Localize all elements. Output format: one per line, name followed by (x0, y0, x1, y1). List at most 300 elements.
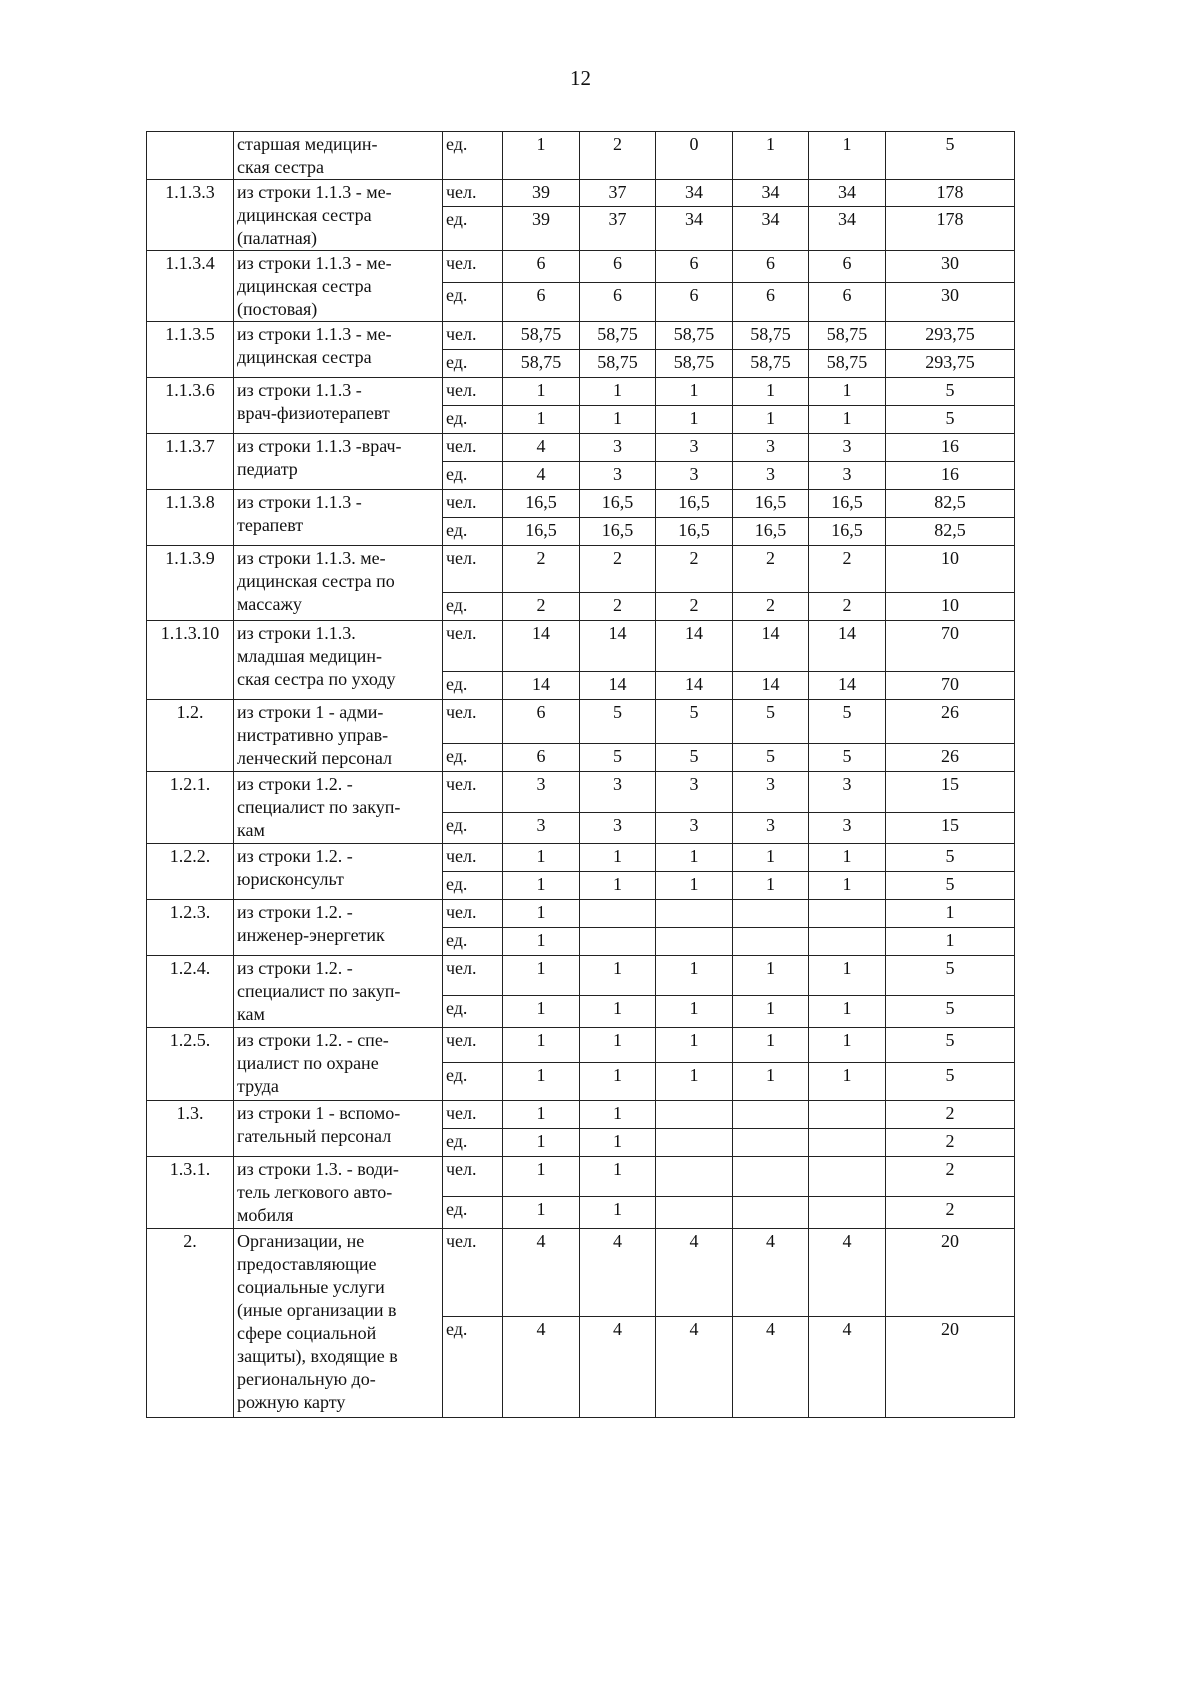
value-cell: 6 (503, 744, 580, 772)
value-cell: 3 (809, 434, 886, 462)
row-name-cell: из строки 1.1.3. ме- дицинская сестра по массажу (234, 546, 443, 621)
row-number-cell: 1.1.3.3 (147, 180, 234, 251)
row-number-cell: 1.2.4. (147, 956, 234, 1028)
value-cell (809, 900, 886, 928)
value-cell: 6 (656, 283, 733, 322)
value-cell: 5 (809, 744, 886, 772)
unit-cell: чел. (443, 621, 503, 672)
value-cell (733, 1101, 809, 1129)
unit-cell: ед. (443, 744, 503, 772)
value-cell (656, 1129, 733, 1157)
row-number-cell: 1.1.3.10 (147, 621, 234, 700)
value-cell: 2 (656, 546, 733, 593)
value-cell: 1 (580, 1063, 656, 1101)
value-cell: 6 (733, 283, 809, 322)
value-cell: 34 (656, 207, 733, 251)
table-row (147, 378, 1015, 406)
value-cell: 1 (503, 132, 580, 180)
unit-cell: ед. (443, 462, 503, 490)
unit-cell: ед. (443, 518, 503, 546)
value-cell: 3 (580, 813, 656, 844)
row-name-cell: из строки 1.3. - води- тель легкового авто- мобиля (234, 1157, 443, 1229)
value-cell: 1 (580, 844, 656, 872)
total-value-cell: 2 (886, 1157, 1015, 1197)
value-cell: 6 (809, 251, 886, 283)
value-cell: 4 (733, 1229, 809, 1317)
value-cell: 1 (503, 872, 580, 900)
value-cell: 1 (503, 1101, 580, 1129)
value-cell: 1 (503, 956, 580, 996)
value-cell: 1 (503, 1028, 580, 1063)
value-cell: 1 (580, 956, 656, 996)
value-cell: 34 (656, 180, 733, 207)
unit-cell: чел. (443, 700, 503, 744)
value-cell: 1 (809, 1063, 886, 1101)
value-cell: 2 (809, 546, 886, 593)
unit-cell: чел. (443, 378, 503, 406)
value-cell: 4 (580, 1317, 656, 1418)
value-cell: 14 (733, 621, 809, 672)
value-cell: 1 (733, 996, 809, 1028)
value-cell: 58,75 (580, 350, 656, 378)
value-cell: 1 (809, 956, 886, 996)
value-cell (733, 928, 809, 956)
total-value-cell: 5 (886, 956, 1015, 996)
value-cell: 4 (809, 1229, 886, 1317)
value-cell: 2 (580, 546, 656, 593)
value-cell: 1 (580, 996, 656, 1028)
value-cell: 6 (503, 700, 580, 744)
unit-cell: ед. (443, 872, 503, 900)
value-cell: 1 (580, 378, 656, 406)
value-cell: 1 (809, 378, 886, 406)
value-cell: 3 (580, 462, 656, 490)
value-cell (580, 900, 656, 928)
unit-cell: ед. (443, 1317, 503, 1418)
value-cell: 58,75 (580, 322, 656, 350)
staffing-table (146, 131, 1015, 1418)
row-name-cell: старшая медицин- ская сестра (234, 132, 443, 180)
value-cell: 6 (503, 283, 580, 322)
value-cell: 1 (656, 844, 733, 872)
table-row (147, 490, 1015, 518)
value-cell: 1 (733, 844, 809, 872)
value-cell: 1 (503, 928, 580, 956)
total-value-cell: 20 (886, 1317, 1015, 1418)
value-cell: 6 (656, 251, 733, 283)
value-cell: 1 (809, 132, 886, 180)
row-number-cell: 1.2.2. (147, 844, 234, 900)
value-cell: 14 (580, 672, 656, 700)
value-cell: 1 (733, 1063, 809, 1101)
value-cell: 1 (580, 872, 656, 900)
value-cell (656, 1101, 733, 1129)
table-row (147, 1229, 1015, 1317)
total-value-cell: 82,5 (886, 490, 1015, 518)
value-cell: 3 (580, 434, 656, 462)
value-cell: 14 (580, 621, 656, 672)
total-value-cell: 5 (886, 844, 1015, 872)
value-cell: 3 (733, 462, 809, 490)
table-row (147, 844, 1015, 872)
table-row (147, 700, 1015, 744)
value-cell: 34 (733, 207, 809, 251)
unit-cell: ед. (443, 928, 503, 956)
total-value-cell: 2 (886, 1101, 1015, 1129)
value-cell (656, 1157, 733, 1197)
total-value-cell: 1 (886, 900, 1015, 928)
row-name-cell: из строки 1.2. - юрисконсульт (234, 844, 443, 900)
table-row (147, 1028, 1015, 1063)
table-row (147, 1101, 1015, 1129)
value-cell: 1 (503, 378, 580, 406)
value-cell: 2 (503, 593, 580, 621)
value-cell: 3 (733, 772, 809, 813)
value-cell: 16,5 (580, 490, 656, 518)
value-cell: 2 (503, 546, 580, 593)
unit-cell: чел. (443, 546, 503, 593)
value-cell: 58,75 (503, 322, 580, 350)
unit-cell: чел. (443, 490, 503, 518)
value-cell: 4 (809, 1317, 886, 1418)
row-name-cell: из строки 1 - адми- нистративно управ- ленческий персонал (234, 700, 443, 772)
value-cell: 1 (503, 1197, 580, 1229)
table-row (147, 322, 1015, 350)
total-value-cell: 26 (886, 744, 1015, 772)
value-cell: 6 (733, 251, 809, 283)
value-cell: 1 (733, 132, 809, 180)
row-number-cell: 1.1.3.6 (147, 378, 234, 434)
unit-cell: ед. (443, 283, 503, 322)
value-cell (809, 928, 886, 956)
total-value-cell: 16 (886, 462, 1015, 490)
value-cell: 1 (580, 1028, 656, 1063)
table-row (147, 900, 1015, 928)
value-cell: 1 (733, 872, 809, 900)
row-number-cell: 1.2.1. (147, 772, 234, 844)
value-cell: 58,75 (503, 350, 580, 378)
total-value-cell: 178 (886, 180, 1015, 207)
value-cell: 1 (656, 872, 733, 900)
value-cell: 1 (656, 956, 733, 996)
table-row (147, 180, 1015, 207)
unit-cell: ед. (443, 1197, 503, 1229)
value-cell: 39 (503, 180, 580, 207)
value-cell: 16,5 (809, 490, 886, 518)
value-cell: 3 (503, 772, 580, 813)
total-value-cell: 30 (886, 283, 1015, 322)
row-number-cell: 1.3. (147, 1101, 234, 1157)
value-cell: 16,5 (580, 518, 656, 546)
value-cell: 3 (809, 772, 886, 813)
total-value-cell: 15 (886, 813, 1015, 844)
total-value-cell: 70 (886, 672, 1015, 700)
row-number-cell: 2. (147, 1229, 234, 1418)
value-cell: 3 (656, 813, 733, 844)
unit-cell: ед. (443, 132, 503, 180)
value-cell: 1 (656, 406, 733, 434)
total-value-cell: 293,75 (886, 350, 1015, 378)
value-cell: 5 (733, 700, 809, 744)
value-cell: 1 (580, 406, 656, 434)
value-cell: 58,75 (733, 350, 809, 378)
row-name-cell: из строки 1 - вспомо- гательный персонал (234, 1101, 443, 1157)
total-value-cell: 15 (886, 772, 1015, 813)
unit-cell: чел. (443, 322, 503, 350)
value-cell: 16,5 (656, 518, 733, 546)
value-cell: 4 (733, 1317, 809, 1418)
value-cell: 14 (656, 672, 733, 700)
unit-cell: ед. (443, 207, 503, 251)
value-cell (809, 1157, 886, 1197)
value-cell: 1 (503, 900, 580, 928)
value-cell: 6 (503, 251, 580, 283)
value-cell: 1 (656, 996, 733, 1028)
value-cell: 58,75 (733, 322, 809, 350)
value-cell (580, 928, 656, 956)
total-value-cell: 5 (886, 378, 1015, 406)
value-cell: 1 (503, 1157, 580, 1197)
value-cell (733, 1157, 809, 1197)
value-cell: 37 (580, 207, 656, 251)
total-value-cell: 293,75 (886, 322, 1015, 350)
unit-cell: чел. (443, 434, 503, 462)
value-cell: 58,75 (656, 322, 733, 350)
value-cell: 58,75 (809, 350, 886, 378)
total-value-cell: 178 (886, 207, 1015, 251)
value-cell: 1 (733, 378, 809, 406)
value-cell: 1 (656, 378, 733, 406)
row-number-cell: 1.2. (147, 700, 234, 772)
row-number-cell: 1.1.3.4 (147, 251, 234, 322)
value-cell (809, 1197, 886, 1229)
row-number-cell: 1.1.3.8 (147, 490, 234, 546)
value-cell: 3 (656, 772, 733, 813)
value-cell: 14 (809, 672, 886, 700)
value-cell (656, 900, 733, 928)
value-cell: 4 (656, 1229, 733, 1317)
page-number: 12 (570, 66, 591, 90)
value-cell: 3 (656, 434, 733, 462)
value-cell: 6 (580, 283, 656, 322)
value-cell: 5 (733, 744, 809, 772)
value-cell (656, 1197, 733, 1229)
value-cell: 2 (580, 132, 656, 180)
value-cell (809, 1101, 886, 1129)
value-cell (809, 1129, 886, 1157)
total-value-cell: 5 (886, 996, 1015, 1028)
value-cell: 37 (580, 180, 656, 207)
value-cell: 1 (809, 844, 886, 872)
value-cell: 4 (503, 462, 580, 490)
value-cell: 5 (580, 744, 656, 772)
value-cell: 16,5 (503, 518, 580, 546)
row-name-cell: из строки 1.1.3 - ме- дицинская сестра (палатная) (234, 180, 443, 251)
value-cell: 1 (503, 996, 580, 1028)
value-cell: 1 (503, 844, 580, 872)
value-cell: 3 (580, 772, 656, 813)
unit-cell: ед. (443, 406, 503, 434)
value-cell (733, 1197, 809, 1229)
value-cell: 5 (656, 700, 733, 744)
unit-cell: чел. (443, 1028, 503, 1063)
value-cell: 4 (503, 1229, 580, 1317)
total-value-cell: 5 (886, 1028, 1015, 1063)
row-number-cell: 1.1.3.7 (147, 434, 234, 490)
value-cell (656, 928, 733, 956)
unit-cell: чел. (443, 1157, 503, 1197)
unit-cell: ед. (443, 593, 503, 621)
value-cell: 1 (809, 1028, 886, 1063)
total-value-cell: 10 (886, 546, 1015, 593)
value-cell: 14 (503, 672, 580, 700)
row-name-cell: из строки 1.1.3 -врач- педиатр (234, 434, 443, 490)
row-number-cell: 1.1.3.9 (147, 546, 234, 621)
unit-cell: чел. (443, 844, 503, 872)
unit-cell: чел. (443, 180, 503, 207)
value-cell: 2 (733, 593, 809, 621)
unit-cell: чел. (443, 772, 503, 813)
value-cell: 6 (580, 251, 656, 283)
table-row (147, 956, 1015, 996)
unit-cell: чел. (443, 1229, 503, 1317)
table-row (147, 251, 1015, 283)
row-number-cell (147, 132, 234, 180)
table-row (147, 132, 1015, 180)
total-value-cell: 5 (886, 406, 1015, 434)
unit-cell: чел. (443, 956, 503, 996)
value-cell: 34 (809, 180, 886, 207)
value-cell: 34 (733, 180, 809, 207)
value-cell: 14 (656, 621, 733, 672)
total-value-cell: 26 (886, 700, 1015, 744)
value-cell: 16,5 (733, 490, 809, 518)
row-name-cell: из строки 1.2. - специалист по закуп- кам (234, 772, 443, 844)
row-name-cell: Организации, не предоставляющие социальные услуги (иные организации в сфере социальной защиты), входящие в региональную до- рожную карту (234, 1229, 443, 1418)
total-value-cell: 1 (886, 928, 1015, 956)
value-cell: 1 (580, 1129, 656, 1157)
value-cell: 4 (580, 1229, 656, 1317)
value-cell: 4 (503, 1317, 580, 1418)
value-cell: 58,75 (809, 322, 886, 350)
total-value-cell: 16 (886, 434, 1015, 462)
value-cell: 1 (580, 1101, 656, 1129)
table-row (147, 1157, 1015, 1197)
table-row (147, 434, 1015, 462)
value-cell: 1 (809, 872, 886, 900)
value-cell: 34 (809, 207, 886, 251)
value-cell: 14 (503, 621, 580, 672)
total-value-cell: 10 (886, 593, 1015, 621)
value-cell: 3 (503, 813, 580, 844)
value-cell: 14 (733, 672, 809, 700)
unit-cell: чел. (443, 251, 503, 283)
value-cell: 4 (503, 434, 580, 462)
value-cell (733, 900, 809, 928)
total-value-cell: 30 (886, 251, 1015, 283)
value-cell: 16,5 (656, 490, 733, 518)
table-body (147, 132, 1015, 1418)
value-cell: 1 (503, 406, 580, 434)
unit-cell: чел. (443, 1101, 503, 1129)
total-value-cell: 82,5 (886, 518, 1015, 546)
value-cell: 1 (733, 956, 809, 996)
value-cell: 3 (733, 813, 809, 844)
value-cell: 3 (656, 462, 733, 490)
value-cell: 5 (809, 700, 886, 744)
row-name-cell: из строки 1.1.3 - терапевт (234, 490, 443, 546)
value-cell: 1 (733, 406, 809, 434)
row-name-cell: из строки 1.1.3 - врач-физиотерапевт (234, 378, 443, 434)
unit-cell: ед. (443, 350, 503, 378)
value-cell: 1 (809, 406, 886, 434)
unit-cell: ед. (443, 813, 503, 844)
row-number-cell: 1.2.5. (147, 1028, 234, 1101)
value-cell: 1 (580, 1157, 656, 1197)
total-value-cell: 2 (886, 1197, 1015, 1229)
value-cell: 39 (503, 207, 580, 251)
unit-cell: ед. (443, 996, 503, 1028)
total-value-cell: 5 (886, 132, 1015, 180)
row-name-cell: из строки 1.1.3 - ме- дицинская сестра (постовая) (234, 251, 443, 322)
value-cell: 0 (656, 132, 733, 180)
row-number-cell: 1.1.3.5 (147, 322, 234, 378)
value-cell: 16,5 (503, 490, 580, 518)
value-cell (733, 1129, 809, 1157)
total-value-cell: 70 (886, 621, 1015, 672)
value-cell: 4 (656, 1317, 733, 1418)
unit-cell: ед. (443, 672, 503, 700)
value-cell: 58,75 (656, 350, 733, 378)
row-name-cell: из строки 1.2. - спе- циалист по охране труда (234, 1028, 443, 1101)
table-row (147, 546, 1015, 593)
total-value-cell: 5 (886, 872, 1015, 900)
value-cell: 3 (809, 462, 886, 490)
value-cell: 2 (809, 593, 886, 621)
table-row (147, 621, 1015, 672)
unit-cell: чел. (443, 900, 503, 928)
total-value-cell: 2 (886, 1129, 1015, 1157)
value-cell: 2 (580, 593, 656, 621)
value-cell: 1 (503, 1129, 580, 1157)
value-cell: 1 (656, 1063, 733, 1101)
value-cell: 1 (656, 1028, 733, 1063)
unit-cell: ед. (443, 1063, 503, 1101)
value-cell: 1 (580, 1197, 656, 1229)
row-name-cell: из строки 1.2. - специалист по закуп- кам (234, 956, 443, 1028)
row-number-cell: 1.2.3. (147, 900, 234, 956)
value-cell: 14 (809, 621, 886, 672)
value-cell: 1 (809, 996, 886, 1028)
value-cell: 2 (733, 546, 809, 593)
row-name-cell: из строки 1.1.3. младшая медицин- ская сестра по уходу (234, 621, 443, 700)
value-cell: 6 (809, 283, 886, 322)
row-name-cell: из строки 1.2. - инженер-энергетик (234, 900, 443, 956)
total-value-cell: 20 (886, 1229, 1015, 1317)
value-cell: 1 (503, 1063, 580, 1101)
value-cell: 1 (733, 1028, 809, 1063)
row-name-cell: из строки 1.1.3 - ме- дицинская сестра (234, 322, 443, 378)
row-number-cell: 1.3.1. (147, 1157, 234, 1229)
unit-cell: ед. (443, 1129, 503, 1157)
value-cell: 3 (733, 434, 809, 462)
value-cell: 5 (656, 744, 733, 772)
value-cell: 5 (580, 700, 656, 744)
value-cell: 3 (809, 813, 886, 844)
total-value-cell: 5 (886, 1063, 1015, 1101)
value-cell: 16,5 (733, 518, 809, 546)
value-cell: 16,5 (809, 518, 886, 546)
